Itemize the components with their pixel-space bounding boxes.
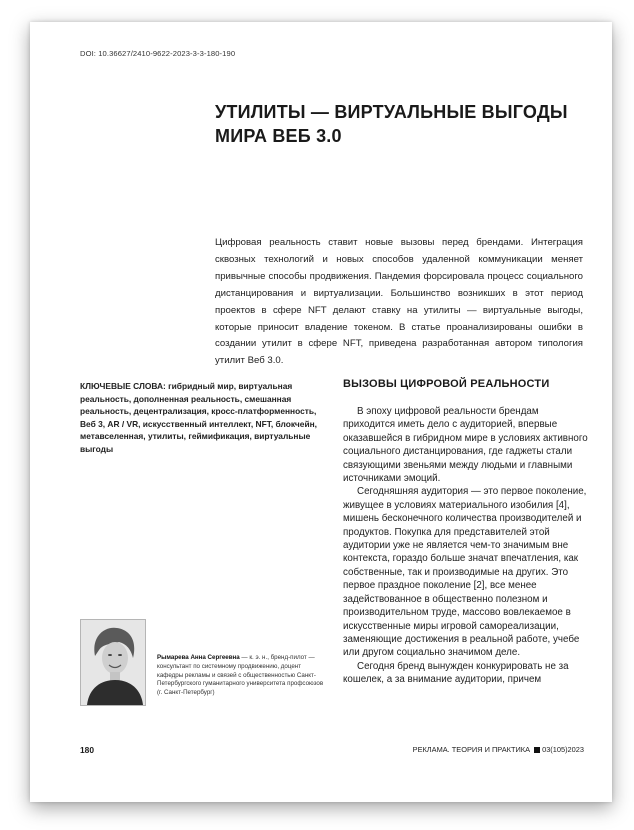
paragraph: В эпоху цифровой реальности брендам приходится иметь дело с аудиторией, впервые оказавшейся в гибридном мире в условиях активного социального дистанцирования, где гаджеты стали связующими звеньями между людьми и главными источниками эмоций.	[343, 406, 588, 485]
paragraph: Сегодня бренд вынужден конкурировать не за кошелек, а за внимание аудитории, причем	[343, 660, 569, 686]
author-bio: — к. э. н., бренд-пилот — консультант по системному продвижению, доцент кафедры рекламы и связей с общественностью Санкт-Петербургского гуманитарного университета профсоюзов (г. Санкт-Петербург)	[157, 654, 324, 697]
author-portrait-icon	[81, 620, 145, 705]
issue-number: 03(105)2023	[542, 745, 584, 754]
article-title: УТИЛИТЫ — ВИРТУАЛЬНЫЕ ВЫГОДЫ МИРА ВЕБ 3.0	[215, 102, 568, 146]
keywords-text: гибридный мир, виртуальная реальность, дополненная реальность, смешанная реальность, децентрализация, кросс-платформенность, Веб 3, AR / VR, искусственный интеллект, NFT, блокчейн, метавселенная, утилиты, геймификация, виртуальные выгоды	[80, 381, 317, 454]
section-title: ВЫЗОВЫ ЦИФРОВОЙ РЕАЛЬНОСТИ	[343, 378, 550, 390]
square-bullet-icon	[534, 747, 540, 753]
footer-journal	[413, 745, 584, 754]
keywords	[80, 380, 325, 456]
doi: DOI: 10.36627/2410-9622-2023-3-3-180-190	[80, 49, 236, 58]
abstract: Цифровая реальность ставит новые вызовы перед брендами. Интеграция сквозных технологий и новых способов удаленной коммуникации меняет привычные способы продвижения. Пандемия форсировала процесс социального дистанцирования и виртуализации. Большинство возникших в этот период проектов в сфере NFT делают ставку на утилиты — виртуальные выгоды, которые приносит владение токеном. В статье проанализированы ошибки в создании утилит в сфере NFT, приведена разработанная автором типология утилит Веб 3.0.	[215, 237, 583, 367]
body-text	[343, 405, 591, 687]
paragraph: Сегодняшняя аудитория — это первое поколение, живущее в условиях материального изобилия [4], мишень бесконечного количества производителей и продуктов. Покупка для представителей этой аудитории уже не является чем-то значимым вне контекста, гораздо больше значат впечатления, как собственные, так и производимые на других. Это первое праздное поколение [2], все менее задействованное в общественно полезном и производительном труде, массово вовлекаемое в искусственные миры игровой самореализации, заменяющие достижения в реальной работе, учебе или другом социально значимом деле.	[343, 486, 587, 659]
keywords-label: КЛЮЧЕВЫЕ СЛОВА:	[80, 381, 166, 391]
journal-name: РЕКЛАМА. ТЕОРИЯ И ПРАКТИКА	[412, 745, 531, 754]
journal-page	[30, 22, 612, 802]
author-info	[157, 654, 327, 698]
author-name: Рымарева Анна Сергеевна	[157, 654, 240, 661]
author-photo	[80, 619, 146, 706]
page-number: 180	[80, 745, 94, 755]
